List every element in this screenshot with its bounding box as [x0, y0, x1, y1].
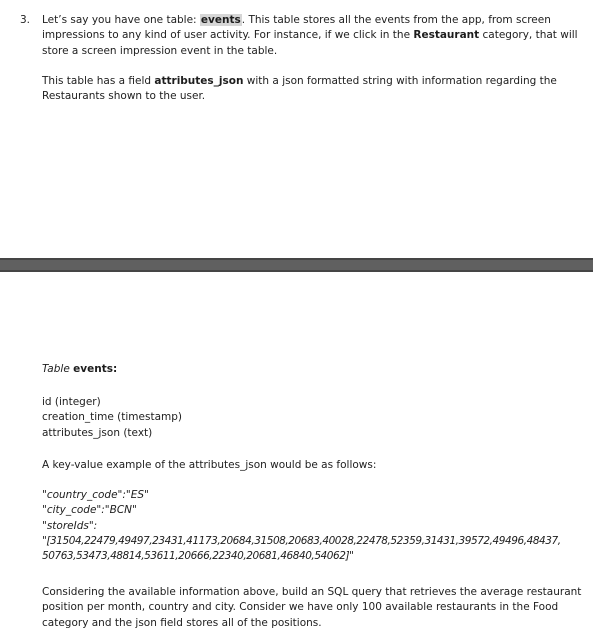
question-paragraph-1: [42, 13, 588, 59]
page-break-divider: [0, 258, 593, 272]
closing-text: Considering the available information above, build an SQL query that retrieves the average restaurant position per month, country and city. Consider we have only 100 available restaurants in the Food category and the json field stores all of the positions.: [42, 586, 582, 629]
table-caption-name: events:: [73, 363, 118, 375]
closing-paragraph: [42, 585, 582, 631]
category-name: Restaurant: [413, 29, 480, 42]
question-body: [42, 13, 588, 119]
schema-field-attributes-json: attributes_json (text): [42, 426, 153, 439]
json-store-ids-values-2: 50763,53473,48814,53611,20666,22340,20681,46840,54062]": [42, 550, 354, 563]
table-caption: [42, 362, 582, 377]
question-paragraph-2: [42, 74, 588, 105]
json-city-code: "city_code":"BCN": [42, 504, 137, 517]
schema-fields: [42, 395, 582, 441]
example-intro: [42, 458, 582, 473]
json-example: [42, 488, 582, 564]
schema-field-id: id (integer): [42, 396, 101, 408]
para1-text-2: . This table stores all the events from the app, from screen impressions to any kind of user activity. For instance, if we click in the: [42, 14, 551, 42]
json-store-ids-values-1: "[31504,22479,49497,23431,41173,20684,31508,20683,40028,22478,52359,31431,39572,49496,48437,: [42, 534, 561, 547]
json-country-code: "country_code":"ES": [42, 489, 149, 501]
schema-field-creation-time: creation_time (timestamp): [42, 411, 183, 424]
example-intro-text: A key-value example of the attributes_json would be as follows:: [42, 459, 377, 471]
question-number: 3.: [20, 14, 31, 26]
para2-text-2: with a json formatted string with information regarding the Restaurants shown to the user.: [42, 74, 557, 103]
para1-text-3: category, that will store a screen impression event in the table.: [42, 29, 578, 57]
para2-text-1: This table has a field: [42, 74, 155, 87]
json-store-ids-key: "storeIds":: [42, 519, 98, 532]
table-name-highlight: events: [200, 14, 241, 26]
table-caption-prefix: Table: [42, 363, 74, 375]
para1-text-1: Let’s say you have one table:: [42, 14, 200, 26]
field-name: attributes_json: [154, 74, 244, 87]
